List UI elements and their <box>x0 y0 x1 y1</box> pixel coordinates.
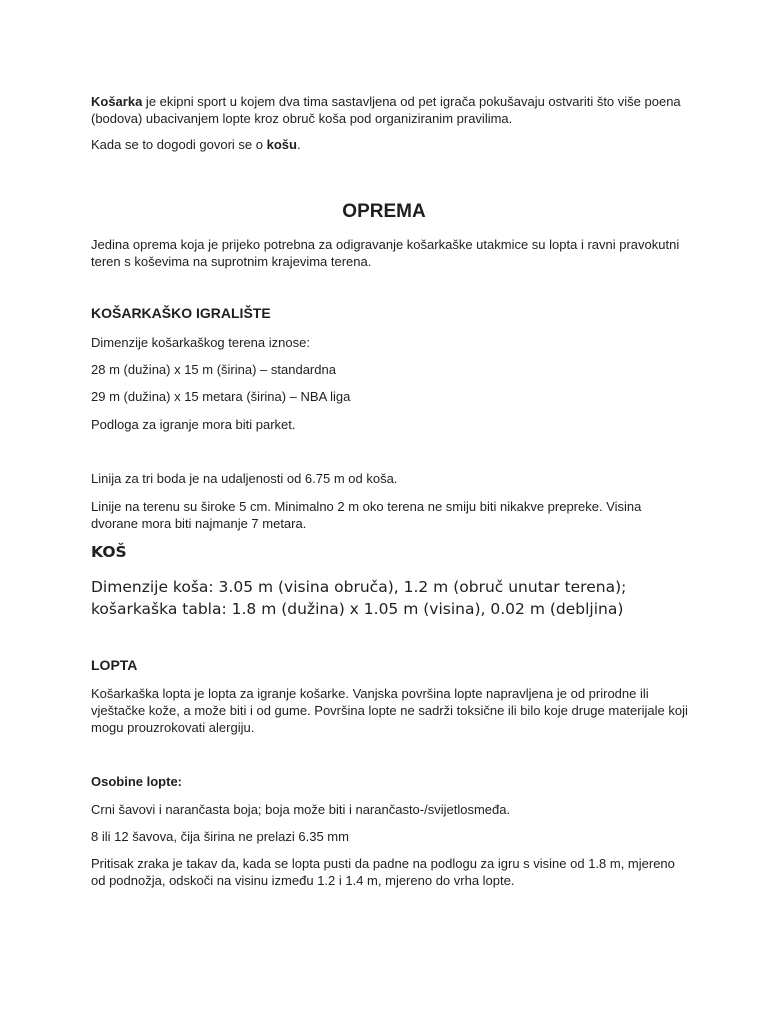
igraliste-three-point: Linija za tri boda je na udaljenosti od 6.75 m od koša. <box>91 471 398 486</box>
lopta-paragraph: Košarkaška lopta je lopta za igranje košarke. Vanjska površina lopte napravljena je od prirodne ili vještačke kože, a može biti i od gume. Površina lopte ne sadrži toksične ili bilo koje druge materijale koji mogu prouzrokovati alergiju. <box>91 686 688 735</box>
oprema-paragraph: Jedina oprema koja je prijeko potrebna za odigravanje košarkaške utakmice su lopta i ravni pravokutni teren s koševima na suprotnim krajevima terena. <box>91 237 680 269</box>
intro-term-kosu: košu <box>266 137 297 152</box>
igraliste-line-dimenzije: Dimenzije košarkaškog terena iznose: <box>91 335 310 350</box>
kos-dimensions: Dimenzije koša: 3.05 m (visina obruča), 1.2 m (obruč unutar terena); košarkaška tabla: 1.8 m (dužina) x 1.05 m (visina), 0.02 m (debljina) <box>91 578 627 618</box>
heading-kos: KOŠ <box>91 543 127 561</box>
intro-line-kos-post: . <box>296 137 301 152</box>
intro-paragraph <box>91 93 691 127</box>
lopta-prop-boja: Crni šavovi i narančasta boja; boja može biti i narančasto-/svijetlosmeđa. <box>91 802 511 817</box>
igraliste-line-nba: 29 m (dužina) x 15 metara (širina) – NBA liga <box>91 389 351 404</box>
intro-line-kos-pre: Kada se to dogodi govori se o <box>91 137 267 152</box>
igraliste-line-standardna: 28 m (dužina) x 15 m (širina) – standardna <box>91 362 336 377</box>
intro-term-kosarka: Košarka <box>91 94 143 109</box>
heading-lopta: LOPTA <box>91 657 138 673</box>
lopta-prop-savovi: 8 ili 12 šavova, čija širina ne prelazi 6.35 mm <box>91 829 349 844</box>
section-title-oprema: OPREMA <box>342 201 426 222</box>
igraliste-line-podloga: Podloga za igranje mora biti parket. <box>91 417 296 432</box>
intro-line-kos <box>91 136 691 153</box>
lopta-prop-pritisak: Pritisak zraka je takav da, kada se lopta pusti da padne na podlogu za igru s visine od 1.8 m, mjereno od podnožja, odskoči na visinu između 1.2 i 1.4 m, mjereno do vrha lopte. <box>91 856 675 888</box>
igraliste-lines-rule: Linije na terenu su široke 5 cm. Minimalno 2 m oko terena ne smiju biti nikakve prepreke. Visina dvorane mora biti najmanje 7 metara. <box>91 499 642 531</box>
heading-kosarkasko-igraliste: KOŠARKAŠKO IGRALIŠTE <box>91 305 271 321</box>
intro-text: je ekipni sport u kojem dva tima sastavljena od pet igrača pokušavaju ostvariti što više poena (bodova) ubacivanjem lopte kroz obruč koša pod organiziranim pravilima. <box>91 94 681 126</box>
lopta-subheading: Osobine lopte: <box>91 774 182 789</box>
